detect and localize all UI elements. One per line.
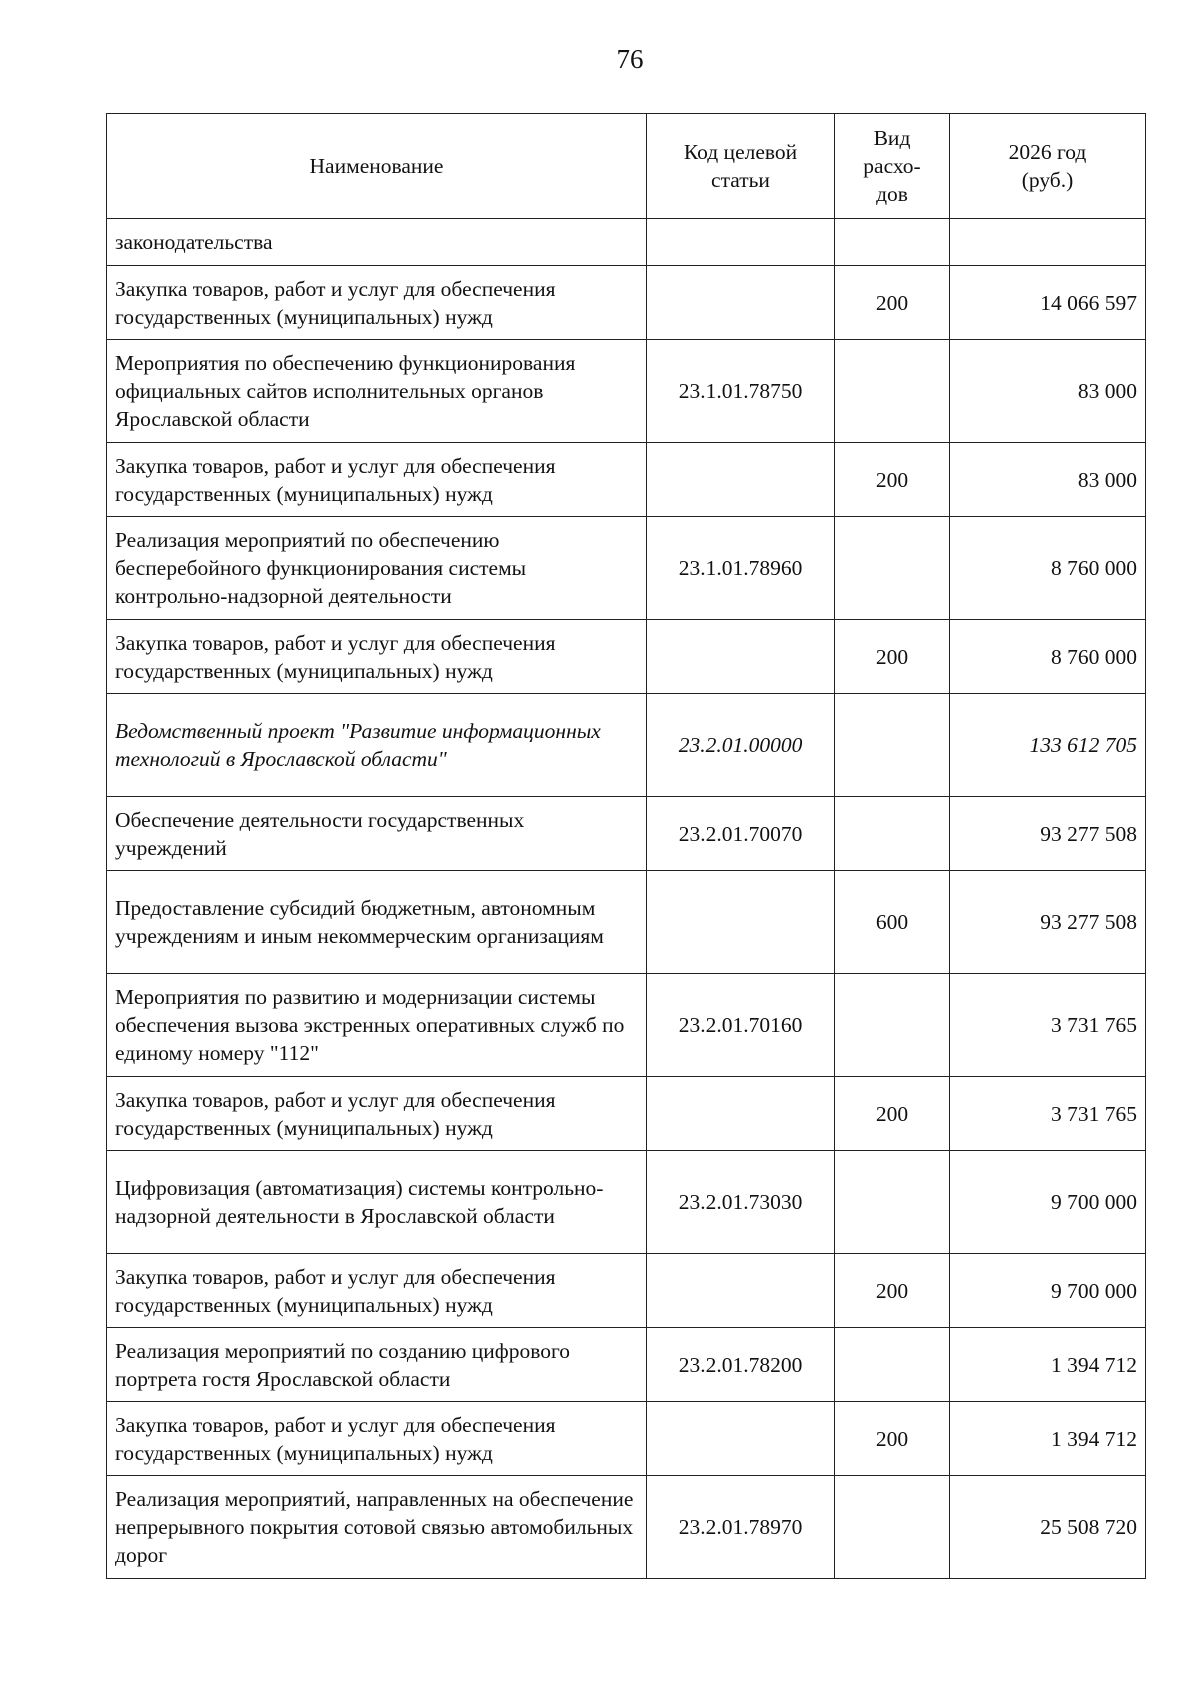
row-code-cell: [647, 1254, 835, 1328]
row-amount-cell: [950, 219, 1146, 266]
row-name-cell: Ведомственный проект "Развитие информационных технологий в Ярославской области": [107, 694, 647, 797]
row-amount-cell: 3 731 765: [950, 974, 1146, 1077]
header-name: [107, 114, 647, 219]
row-amount-cell: 9 700 000: [950, 1151, 1146, 1254]
table-row: [107, 517, 1146, 620]
row-code-cell: 23.2.01.78200: [647, 1328, 835, 1402]
row-name-cell: Закупка товаров, работ и услуг для обеспечения государственных (муниципальных) нужд: [107, 1254, 647, 1328]
row-code-cell: 23.2.01.70070: [647, 797, 835, 871]
header-code: [647, 114, 835, 219]
table-row: [107, 620, 1146, 694]
row-kind-cell: [835, 694, 950, 797]
row-name-cell: Мероприятия по обеспечению функционирования официальных сайтов исполнительных органов Ярославской области: [107, 340, 647, 443]
header-code-line2: статьи: [711, 168, 770, 192]
row-code-cell: 23.1.01.78750: [647, 340, 835, 443]
row-kind-cell: [835, 219, 950, 266]
row-name-cell: Обеспечение деятельности государственных учреждений: [107, 797, 647, 871]
row-amount-cell: 9 700 000: [950, 1254, 1146, 1328]
row-name-cell: Реализация мероприятий по обеспечению бесперебойного функционирования системы контрольно-надзорной деятельности: [107, 517, 647, 620]
row-amount-cell: 1 394 712: [950, 1402, 1146, 1476]
row-amount-cell: 83 000: [950, 340, 1146, 443]
header-kind: [835, 114, 950, 219]
row-amount-cell: 25 508 720: [950, 1476, 1146, 1579]
row-name-cell: законодательства: [107, 219, 647, 266]
budget-table: [106, 113, 1146, 1579]
header-amount: [950, 114, 1146, 219]
row-kind-cell: [835, 974, 950, 1077]
table-row: [107, 1077, 1146, 1151]
row-name-cell: Закупка товаров, работ и услуг для обеспечения государственных (муниципальных) нужд: [107, 620, 647, 694]
row-code-cell: [647, 266, 835, 340]
table-row: [107, 1254, 1146, 1328]
header-name-label: Наименование: [309, 154, 444, 178]
row-kind-cell: [835, 1151, 950, 1254]
row-code-cell: 23.2.01.73030: [647, 1151, 835, 1254]
row-name-cell: Закупка товаров, работ и услуг для обеспечения государственных (муниципальных) нужд: [107, 266, 647, 340]
row-name-cell: Реализация мероприятий, направленных на обеспечение непрерывного покрытия сотовой связью автомобильных дорог: [107, 1476, 647, 1579]
row-code-cell: 23.2.01.70160: [647, 974, 835, 1077]
table-row: [107, 443, 1146, 517]
row-code-cell: [647, 871, 835, 974]
row-code-cell: [647, 1402, 835, 1476]
row-kind-cell: [835, 797, 950, 871]
row-kind-cell: 200: [835, 443, 950, 517]
table-header-row: [107, 114, 1146, 219]
row-kind-cell: 200: [835, 1402, 950, 1476]
row-amount-cell: 93 277 508: [950, 797, 1146, 871]
row-name-cell: Закупка товаров, работ и услуг для обеспечения государственных (муниципальных) нужд: [107, 443, 647, 517]
header-amount-line1: 2026 год: [1008, 140, 1087, 164]
table-row: [107, 694, 1146, 797]
row-code-cell: 23.2.01.00000: [647, 694, 835, 797]
row-kind-cell: [835, 1476, 950, 1579]
table-row: [107, 871, 1146, 974]
row-name-cell: Закупка товаров, работ и услуг для обеспечения государственных (муниципальных) нужд: [107, 1077, 647, 1151]
header-kind-line2: расхо-: [863, 154, 921, 178]
row-kind-cell: [835, 517, 950, 620]
table-row: [107, 266, 1146, 340]
row-amount-cell: 14 066 597: [950, 266, 1146, 340]
row-amount-cell: 3 731 765: [950, 1077, 1146, 1151]
row-kind-cell: 200: [835, 1077, 950, 1151]
row-code-cell: [647, 219, 835, 266]
table-row: [107, 974, 1146, 1077]
row-amount-cell: 93 277 508: [950, 871, 1146, 974]
row-kind-cell: 200: [835, 620, 950, 694]
header-amount-line2: (руб.): [1021, 168, 1074, 192]
table-row: [107, 1328, 1146, 1402]
row-kind-cell: [835, 1328, 950, 1402]
row-code-cell: [647, 443, 835, 517]
table-row: [107, 1476, 1146, 1579]
table-row: [107, 219, 1146, 266]
table-row: [107, 1402, 1146, 1476]
row-kind-cell: 600: [835, 871, 950, 974]
row-amount-cell: 133 612 705: [950, 694, 1146, 797]
header-code-line1: Код целевой: [683, 140, 798, 164]
row-kind-cell: 200: [835, 266, 950, 340]
header-kind-line1: Вид: [873, 126, 911, 150]
table-row: [107, 1151, 1146, 1254]
row-kind-cell: 200: [835, 1254, 950, 1328]
row-code-cell: [647, 620, 835, 694]
page-number: 76: [616, 44, 644, 74]
row-name-cell: Цифровизация (автоматизация) системы контрольно-надзорной деятельности в Ярославской области: [107, 1151, 647, 1254]
row-code-cell: [647, 1077, 835, 1151]
row-amount-cell: 83 000: [950, 443, 1146, 517]
header-kind-line3: дов: [876, 182, 908, 206]
row-amount-cell: 8 760 000: [950, 517, 1146, 620]
row-name-cell: Реализация мероприятий по созданию цифрового портрета гостя Ярославской области: [107, 1328, 647, 1402]
row-name-cell: Закупка товаров, работ и услуг для обеспечения государственных (муниципальных) нужд: [107, 1402, 647, 1476]
table-row: [107, 340, 1146, 443]
row-code-cell: 23.2.01.78970: [647, 1476, 835, 1579]
row-name-cell: Предоставление субсидий бюджетным, автономным учреждениям и иным некоммерческим организациям: [107, 871, 647, 974]
table-body: [107, 219, 1146, 1579]
row-amount-cell: 1 394 712: [950, 1328, 1146, 1402]
row-amount-cell: 8 760 000: [950, 620, 1146, 694]
row-name-cell: Мероприятия по развитию и модернизации системы обеспечения вызова экстренных оперативных служб по единому номеру "112": [107, 974, 647, 1077]
table-row: [107, 797, 1146, 871]
row-kind-cell: [835, 340, 950, 443]
row-code-cell: 23.1.01.78960: [647, 517, 835, 620]
